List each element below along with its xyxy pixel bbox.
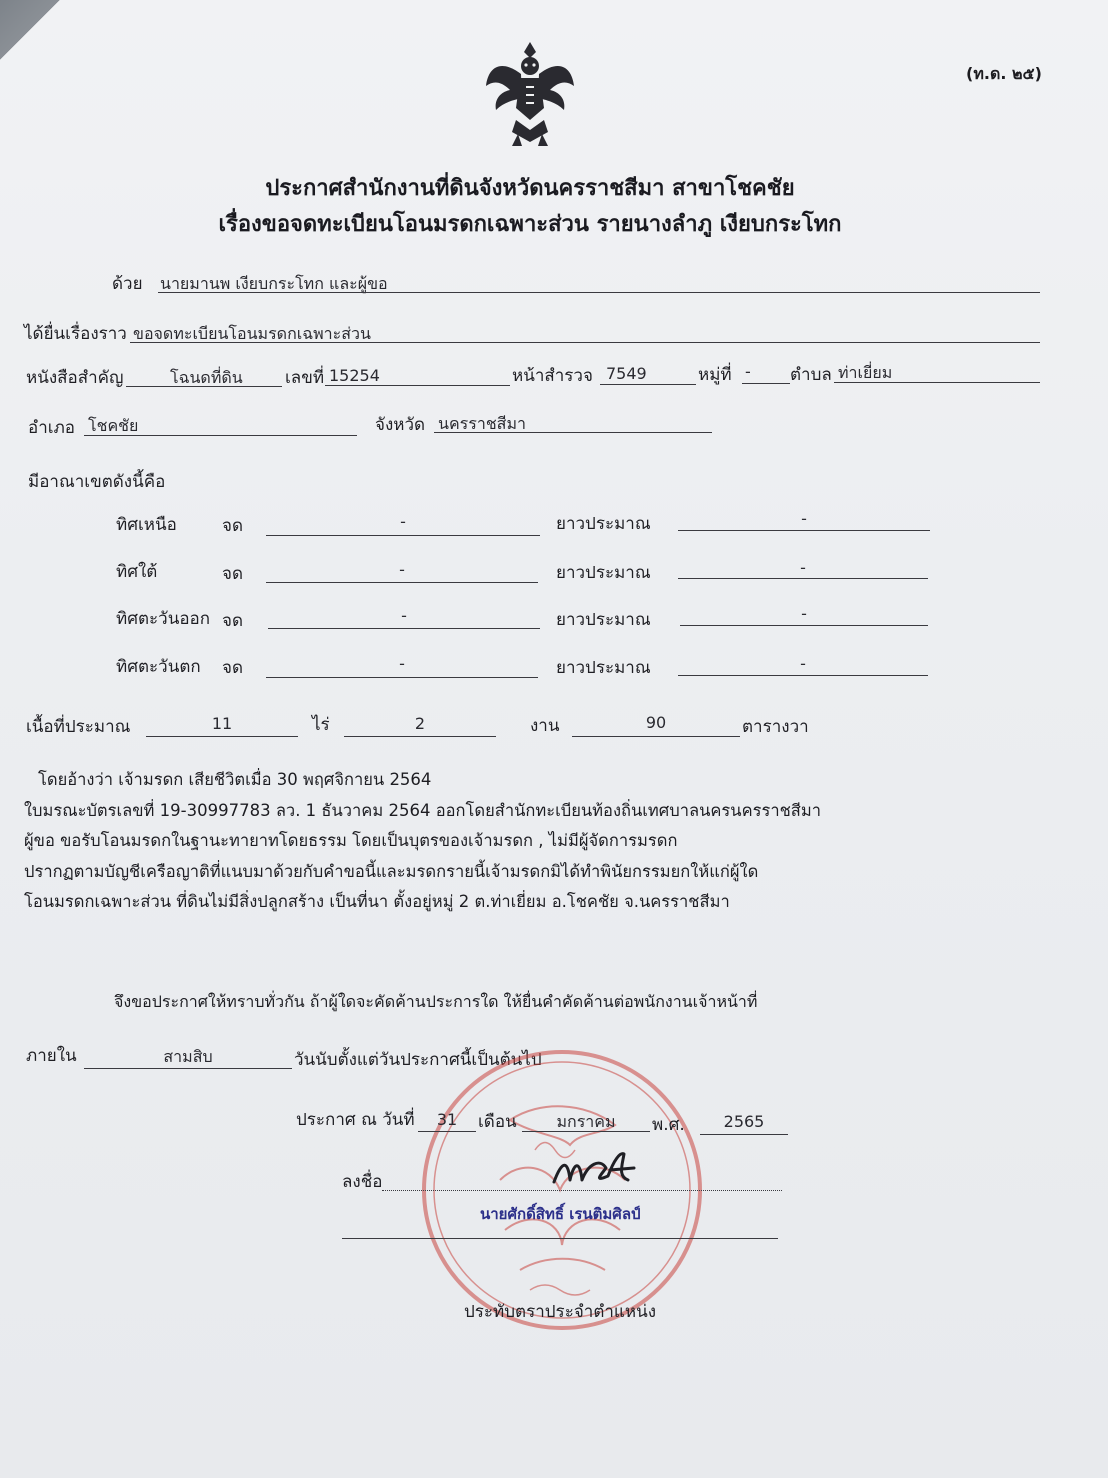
date-month-label: เดือน <box>478 1112 517 1132</box>
by-value: นายมานพ เงียบกระโทก และผู้ขอ <box>160 274 388 293</box>
boundary-length-underline <box>680 625 928 626</box>
filed-label: ได้ยื่นเรื่องราว <box>24 324 127 344</box>
area-rai-value: 11 <box>211 714 233 733</box>
moo-underline <box>742 383 790 384</box>
date-year: 2565 <box>723 1112 765 1131</box>
tambon-label: ตำบล <box>790 365 832 385</box>
area-ngan-underline <box>344 736 496 737</box>
title-line-1: ประกาศสำนักงานที่ดินจังหวัดนครราชสีมา สาขาโชคชัย <box>265 176 795 201</box>
tambon-value: ท่าเยี่ยม <box>838 363 893 382</box>
doc-value: โฉนดที่ดิน <box>170 368 243 387</box>
boundary-len-label: ยาวประมาณ <box>556 563 651 583</box>
form-code: (ท.ด. ๒๕) <box>966 64 1042 83</box>
boundary-length: - <box>801 604 807 623</box>
body-line: ใบมรณะบัตรเลขที่ 19-30997783 ลว. 1 ธันวาคม 2564 ออกโดยสำนักทะเบียนท้องถิ่นเทศบาลนครนครราชสีมา <box>24 801 822 820</box>
boundary-adjoin: - <box>399 654 405 673</box>
signature-label: ลงชื่อ <box>342 1172 383 1192</box>
body-line: โอนมรดกเฉพาะส่วน ที่ดินไม่มีสิ่งปลูกสร้าง เป็นที่นา ตั้งอยู่หมู่ 2 ต.ท่าเยี่ยม อ.โชคชัย จ.นครราชสีมา <box>24 892 730 911</box>
boundary-len-label: ยาวประมาณ <box>556 610 651 630</box>
boundary-length-underline <box>678 675 928 676</box>
objection-text: จึงขอประกาศให้ทราบทั่วกัน ถ้าผู้ใดจะคัดค้านประการใด ให้ยื่นคำคัดค้านต่อพนักงานเจ้าหน้าที่ <box>114 992 758 1011</box>
within-label: ภายใน <box>26 1046 77 1066</box>
garuda-emblem-icon <box>480 38 580 150</box>
date-year-label: พ.ศ. <box>652 1115 685 1135</box>
background-corner <box>0 0 60 60</box>
title-line-2: เรื่องขอจดทะเบียนโอนมรดกเฉพาะส่วน รายนางลำภู เงียบกระโทก <box>218 212 842 237</box>
tambon-underline <box>834 382 1040 383</box>
stamp-caption: ประทับตราประจำตำแหน่ง <box>464 1302 656 1322</box>
body-line: ผู้ขอ ขอรับโอนมรดกในฐานะทายาทโดยธรรม โดยเป็นบุตรของเจ้ามรดก , ไม่มีผู้จัดการมรดก <box>24 831 678 850</box>
area-ngan-value: 2 <box>414 714 426 733</box>
boundary-length: - <box>800 558 806 577</box>
area-wa-underline <box>572 736 740 737</box>
survey-underline <box>600 384 696 385</box>
amphoe-label: อำเภอ <box>28 418 75 438</box>
boundary-adjoin: - <box>399 560 405 579</box>
boundary-heading: มีอาณาเขตดังนี้คือ <box>28 472 166 492</box>
signer-printed-name: นายศักดิ์สิทธิ์ เรนติมศิลป์ <box>480 1205 641 1223</box>
date-month-underline <box>522 1131 650 1132</box>
date-label: ประกาศ ณ วันที่ <box>296 1110 415 1130</box>
area-wa-label: ตารางวา <box>742 717 809 737</box>
filed-value: ขอจดทะเบียนโอนมรดกเฉพาะส่วน <box>133 324 371 343</box>
province-underline <box>434 432 712 433</box>
moo-label: หมู่ที่ <box>698 365 732 385</box>
by-underline <box>158 292 1040 293</box>
amphoe-underline <box>84 435 357 436</box>
province-value: นครราชสีมา <box>438 414 526 433</box>
within-suffix: วันนับตั้งแต่วันประกาศนี้เป็นต้นไป <box>294 1050 542 1070</box>
boundary-direction: ทิศตะวันตก <box>116 657 201 677</box>
signer-name-underline <box>342 1238 778 1239</box>
area-rai-underline <box>146 736 298 737</box>
area-wa-value: 90 <box>645 713 667 732</box>
boundary-length-underline <box>678 530 930 531</box>
date-day: 31 <box>436 1110 458 1129</box>
boundary-len-label: ยาวประมาณ <box>556 514 651 534</box>
doc-underline <box>126 386 282 387</box>
body-line: ปรากฏตามบัญชีเครือญาติที่แนบมาด้วยกับคำขอนี้และมรดกรายนี้เจ้ามรดกมิได้ทำพินัยกรรมยกให้แก่ผู้ใด <box>24 862 759 881</box>
within-underline <box>84 1068 292 1069</box>
boundary-direction: ทิศตะวันออก <box>116 609 211 629</box>
date-month: มกราคม <box>556 1112 616 1131</box>
area-ngan-label: งาน <box>530 716 560 736</box>
number-value: 15254 <box>329 366 380 385</box>
survey-value: 7549 <box>606 364 647 383</box>
area-label: เนื้อที่ประมาณ <box>26 717 131 737</box>
number-label: เลขที่ <box>285 368 325 388</box>
number-underline <box>325 385 510 386</box>
boundary-to-label: จด <box>222 516 244 536</box>
within-value: สามสิบ <box>163 1047 213 1066</box>
body-line: โดยอ้างว่า เจ้ามรดก เสียชีวิตเมื่อ 30 พฤศจิกายน 2564 <box>38 770 432 789</box>
boundary-to-label: จด <box>222 611 244 631</box>
boundary-adjoin-underline <box>266 677 538 678</box>
boundary-direction: ทิศใต้ <box>116 562 158 582</box>
boundary-adjoin-underline <box>266 535 540 536</box>
amphoe-value: โชคชัย <box>88 416 139 435</box>
date-day-underline <box>418 1131 476 1132</box>
filed-underline <box>130 342 1040 343</box>
boundary-length: - <box>800 654 806 673</box>
boundary-len-label: ยาวประมาณ <box>556 658 651 678</box>
boundary-adjoin: - <box>401 606 407 625</box>
area-rai-label: ไร่ <box>312 715 330 735</box>
boundary-adjoin-underline <box>266 582 538 583</box>
date-year-underline <box>700 1134 788 1135</box>
boundary-to-label: จด <box>222 658 244 678</box>
survey-label: หน้าสำรวจ <box>512 366 593 386</box>
boundary-adjoin-underline <box>268 628 540 629</box>
doc-label: หนังสือสำคัญ <box>26 368 124 388</box>
boundary-length-underline <box>678 578 928 579</box>
boundary-direction: ทิศเหนือ <box>116 515 177 535</box>
province-label: จังหวัด <box>375 415 426 435</box>
boundary-to-label: จด <box>222 564 244 584</box>
boundary-length: - <box>801 509 807 528</box>
moo-value: - <box>745 362 751 381</box>
handwritten-signature <box>548 1146 638 1196</box>
boundary-adjoin: - <box>400 512 406 531</box>
by-label: ด้วย <box>112 274 143 294</box>
